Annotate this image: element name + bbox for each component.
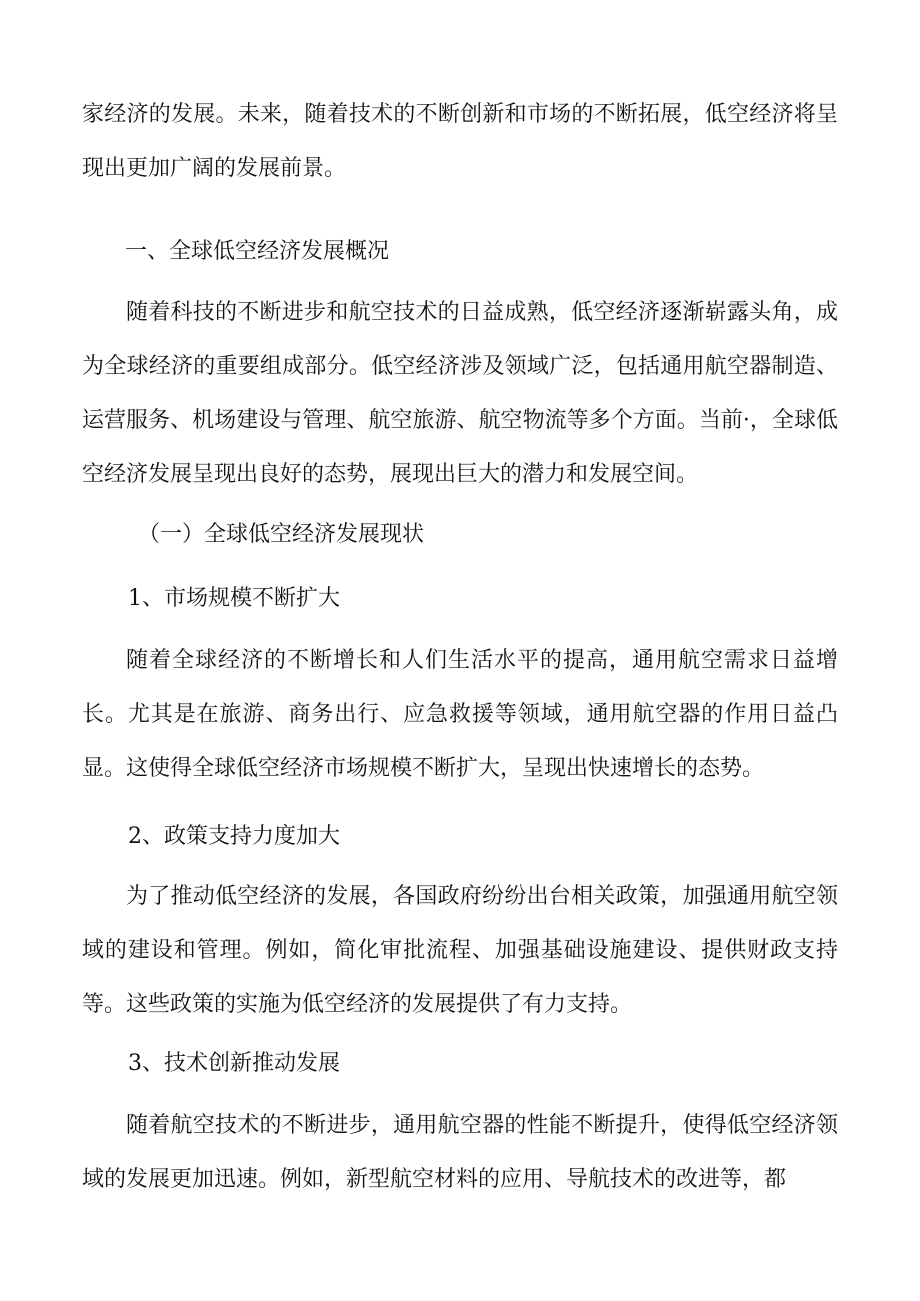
item-3-title: 3、技术创新推动发展 [128, 1051, 340, 1076]
section-title: 一、全球低空经济发展概况 [125, 239, 390, 264]
section-intro-paragraph: 随着科技的不断进步和航空技术的日益成熟，低空经济逐渐崭露头角，成为全球经济的重要组成部分。低空经济涉及领域广泛，包括通用航空器制造、运营服务、机场建设与管理、航空旅游、航空物流等多个方面。当前·，全球低空经济发展呈现出良好的态势，展现出巨大的潜力和发展空间。 [82, 300, 838, 487]
intro-continuation-paragraph: 家经济的发展。未来，随着技术的不断创新和市场的不断拓展，低空经济将呈现出更加广阔的发展前景。 [82, 102, 838, 181]
item-2-paragraph: 为了推动低空经济的发展，各国政府纷纷出台相关政策，加强通用航空领域的建设和管理。例如，简化审批流程、加强基础设施建设、提供财政支持等。这些政策的实施为低空经济的发展提供了有力支持。 [82, 884, 838, 1017]
item-3-paragraph: 随着航空技术的不断进步，通用航空器的性能不断提升，使得低空经济领域的发展更加迅速。例如，新型航空材料的应用、导航技术的改进等，都 [82, 1113, 838, 1192]
item-1-title: 1、市场规模不断扩大 [128, 586, 340, 611]
item-1-paragraph: 随着全球经济的不断增长和人们生活水平的提高，通用航空需求日益增长。尤其是在旅游、商务出行、应急救援等领域，通用航空器的作用日益凸显。这使得全球低空经济市场规模不断扩大，呈现出快速增长的态势。 [82, 648, 838, 781]
subsection-title: （一）全球低空经济发展现状 [138, 522, 425, 547]
item-2-title: 2、政策支持力度加大 [128, 824, 340, 849]
